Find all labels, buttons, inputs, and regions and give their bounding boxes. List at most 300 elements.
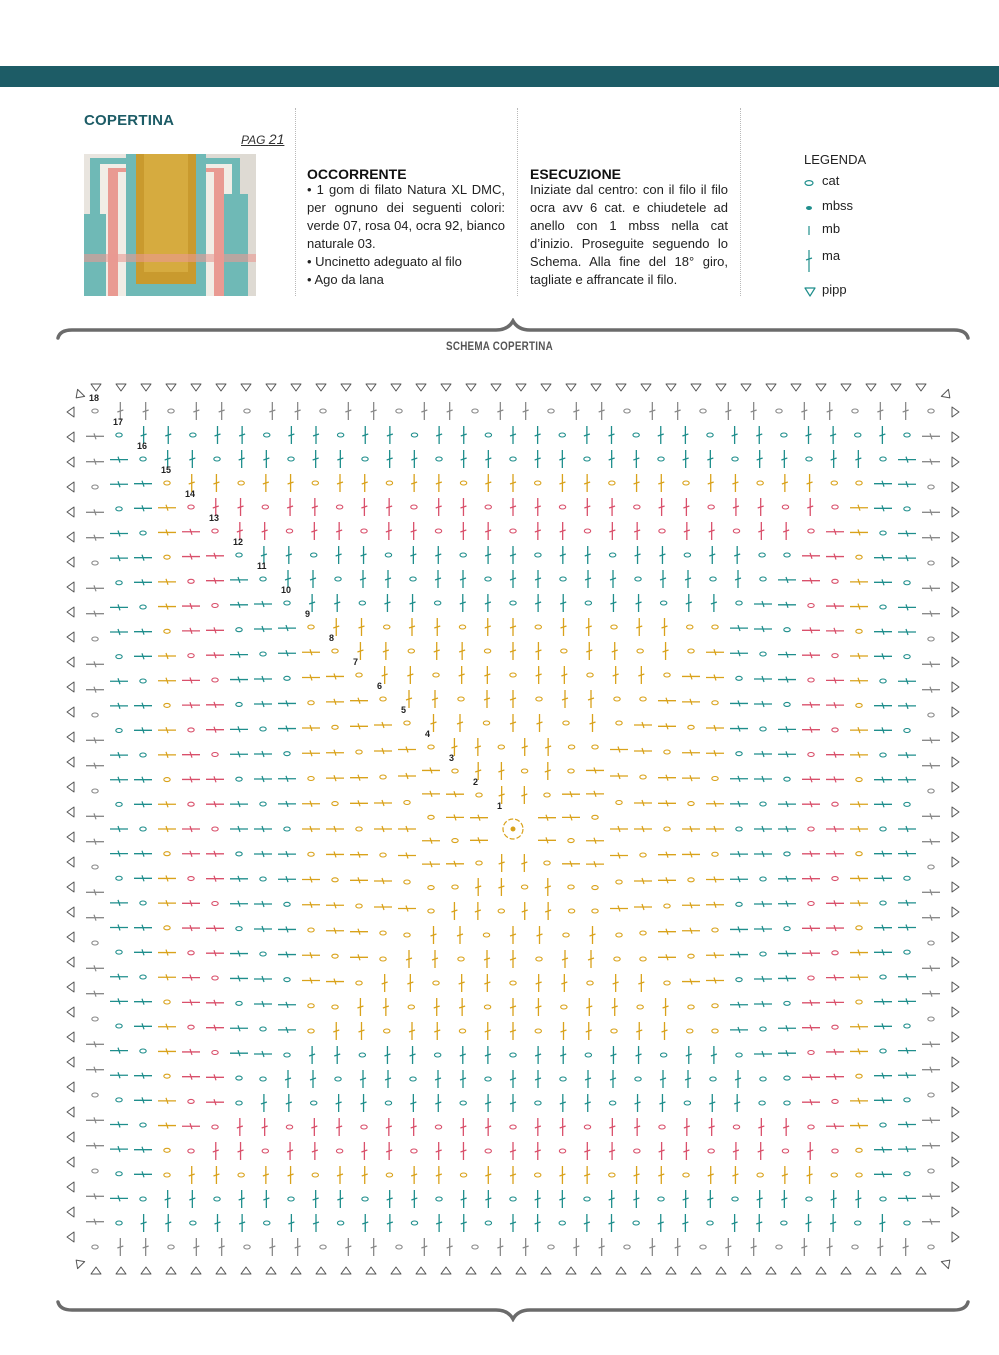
chain-stitch	[308, 1004, 314, 1008]
round-number-label: 4	[425, 729, 431, 739]
chain-stitch	[535, 481, 541, 485]
chain-stitch	[559, 433, 565, 437]
picot-stitch	[952, 1057, 959, 1067]
chain-stitch	[784, 702, 790, 706]
chain-stitch	[380, 931, 386, 935]
picot-stitch	[591, 384, 601, 391]
chain-stitch	[92, 713, 98, 717]
chain-stitch	[535, 625, 541, 629]
chain-stitch	[386, 481, 392, 485]
slip-stitch-dot	[511, 827, 516, 832]
chain-stitch	[616, 880, 622, 884]
chain-stitch	[284, 752, 290, 756]
picot-stitch	[841, 384, 851, 391]
chain-stitch	[384, 625, 390, 629]
chain-stitch	[435, 1125, 441, 1129]
chain-stitch	[214, 1197, 220, 1201]
chain-stitch	[92, 865, 98, 869]
chain-stitch	[852, 1245, 858, 1249]
chain-stitch	[592, 886, 598, 890]
chain-stitch	[544, 861, 550, 865]
chain-stitch	[362, 457, 368, 461]
page-label: PAG	[241, 133, 266, 147]
chain-stitch	[212, 1125, 218, 1129]
picot-stitch	[67, 1182, 74, 1192]
chain-stitch	[164, 1074, 170, 1078]
chain-stitch	[510, 601, 516, 605]
chain-stitch	[459, 1029, 465, 1033]
picot-stitch	[952, 982, 959, 992]
chain-stitch	[140, 1197, 146, 1201]
picot-stitch	[67, 557, 74, 567]
chain-stitch	[92, 485, 98, 489]
instructions-text: Iniziate dal centro: con il filo il filo ocra avv 6 cat. e chiudetele ad anello con 1 mbss nella cat d’inizio. Proseguite seguendo lo Schema. Alla fine del 18° giro, tagliate e affrancate il filo.	[530, 182, 728, 287]
chain-stitch	[472, 409, 478, 413]
chain-stitch	[904, 876, 910, 880]
chain-stitch	[928, 789, 934, 793]
chain-stitch	[736, 676, 742, 680]
chain-stitch	[260, 727, 266, 731]
chain-stitch	[335, 1077, 341, 1081]
chain-stitch	[140, 531, 146, 535]
chain-stitch	[856, 703, 862, 707]
chain-stitch	[168, 409, 174, 413]
round-number-label: 6	[377, 681, 383, 691]
chain-stitch	[880, 827, 886, 831]
picot-stitch	[73, 1257, 85, 1269]
chain-stitch	[880, 975, 886, 979]
chain-stitch	[164, 629, 170, 633]
chain-stitch	[535, 553, 541, 557]
round-number-label: 11	[257, 561, 267, 571]
picot-stitch	[952, 1032, 959, 1042]
chain-stitch	[856, 852, 862, 856]
round-number-label: 17	[113, 417, 124, 427]
chain-stitch	[288, 457, 294, 461]
picot-stitch	[67, 1057, 74, 1067]
chain-stitch	[411, 505, 417, 509]
chain-stitch	[485, 1077, 491, 1081]
chain-stitch	[856, 926, 862, 930]
chain-stitch	[732, 1197, 738, 1201]
chain-stitch	[212, 753, 218, 757]
chain-stitch	[332, 954, 338, 958]
chain-stitch	[561, 649, 567, 653]
chain-stitch	[616, 933, 622, 937]
chain-stitch	[498, 909, 504, 913]
chain-stitch	[640, 853, 646, 857]
chain-stitch	[611, 625, 617, 629]
chain-stitch	[616, 721, 622, 725]
picot-stitch	[516, 1267, 526, 1274]
chain-stitch	[404, 933, 410, 937]
chain-stitch	[116, 950, 122, 954]
picot-stitch	[952, 707, 959, 717]
chain-stitch	[308, 777, 314, 781]
chain-stitch	[782, 505, 788, 509]
chain-stitch	[356, 750, 362, 754]
chain-stitch	[880, 531, 886, 535]
picot-stitch	[952, 407, 959, 417]
chain-stitch	[832, 505, 838, 509]
chain-stitch	[521, 885, 527, 889]
chain-stitch	[856, 1173, 862, 1177]
chain-stitch	[238, 1173, 244, 1177]
chain-stitch	[380, 853, 386, 857]
chain-stitch	[460, 481, 466, 485]
picot-stitch	[666, 384, 676, 391]
picot-stitch	[67, 1232, 74, 1242]
chain-stitch	[260, 577, 266, 581]
chain-stitch	[428, 815, 434, 819]
chain-stitch	[609, 1173, 615, 1177]
chain-stitch	[760, 577, 766, 581]
chain-stitch	[435, 529, 441, 533]
picot-stitch	[491, 384, 501, 391]
chain-stitch	[616, 801, 622, 805]
chain-stitch	[880, 753, 886, 757]
picot-stitch	[67, 782, 74, 792]
chain-stitch	[904, 433, 910, 437]
chain-stitch	[510, 1125, 516, 1129]
chain-stitch	[510, 1053, 516, 1057]
picot-stitch	[141, 384, 151, 391]
chain-stitch	[408, 1005, 414, 1009]
chain-stitch	[736, 978, 742, 982]
chain-stitch	[757, 481, 763, 485]
chain-stitch	[856, 481, 862, 485]
chain-stitch	[687, 1029, 693, 1033]
chain-stitch	[386, 1173, 392, 1177]
picot-stitch	[67, 1107, 74, 1117]
chain-stitch	[609, 481, 615, 485]
chain-stitch	[140, 901, 146, 905]
chain-stitch	[568, 909, 574, 913]
chain-stitch	[585, 601, 591, 605]
chain-stitch	[286, 1125, 292, 1129]
chain-stitch	[736, 1053, 742, 1057]
chain-stitch	[284, 827, 290, 831]
picot-stitch	[241, 1267, 251, 1274]
chain-stitch	[436, 1197, 442, 1201]
picot-stitch	[952, 1182, 959, 1192]
picot-stitch	[266, 384, 276, 391]
chain-stitch	[559, 1149, 565, 1153]
picot-stitch	[952, 1107, 959, 1117]
schema-title: SCHEMA COPERTINA	[446, 339, 553, 353]
chain-stitch	[308, 701, 314, 705]
chain-stitch	[535, 1173, 541, 1177]
chain-stitch	[563, 933, 569, 937]
round-number-label: 15	[161, 465, 172, 475]
chain-stitch	[92, 1017, 98, 1021]
chain-stitch	[592, 815, 598, 819]
chain-stitch	[634, 1149, 640, 1153]
picot-stitch	[67, 1032, 74, 1042]
picot-stitch	[591, 1267, 601, 1274]
chain-stitch	[664, 827, 670, 831]
chain-stitch	[904, 655, 910, 659]
picot-stitch	[366, 1267, 376, 1274]
chain-stitch	[712, 928, 718, 932]
chain-stitch	[548, 1245, 554, 1249]
chain-stitch	[212, 1051, 218, 1055]
picot-stitch	[91, 1267, 101, 1274]
chain-stitch	[336, 1149, 342, 1153]
chain-stitch	[880, 901, 886, 905]
picot-stitch	[67, 682, 74, 692]
chain-stitch	[760, 952, 766, 956]
chain-stitch	[483, 721, 489, 725]
chain-stitch	[808, 753, 814, 757]
picot-stitch	[67, 657, 74, 667]
chain-stitch	[92, 789, 98, 793]
chain-stitch	[260, 877, 266, 881]
chain-stitch	[332, 725, 338, 729]
picot-stitch	[952, 1157, 959, 1167]
chain-stitch	[660, 1053, 666, 1057]
chain-stitch	[782, 1149, 788, 1153]
chain-stitch	[928, 1245, 934, 1249]
picot-stitch	[67, 507, 74, 517]
round-number-label: 5	[401, 705, 407, 715]
chain-stitch	[359, 1053, 365, 1057]
chain-stitch	[288, 1197, 294, 1201]
chain-stitch	[284, 978, 290, 982]
chain-stitch	[385, 1101, 391, 1105]
chain-stitch	[308, 928, 314, 932]
chain-stitch	[214, 457, 220, 461]
chain-stitch	[356, 673, 362, 677]
chain-stitch	[510, 1197, 516, 1201]
chain-stitch	[633, 433, 639, 437]
bottom-brace	[56, 1298, 970, 1322]
chain-stitch	[140, 457, 146, 461]
chain-stitch	[404, 721, 410, 725]
picot-stitch	[67, 482, 74, 492]
chain-stitch	[356, 827, 362, 831]
chain-stitch	[808, 1125, 814, 1129]
chain-oval-icon	[804, 173, 818, 191]
chain-stitch	[832, 1025, 838, 1029]
picot-stitch	[616, 384, 626, 391]
picot-stitch	[67, 807, 74, 817]
picot-stitch	[441, 1267, 451, 1274]
legend-label: mbss	[822, 198, 854, 213]
chain-stitch	[658, 457, 664, 461]
column-divider	[517, 108, 518, 296]
chain-stitch	[624, 1245, 630, 1249]
chain-stitch	[212, 902, 218, 906]
picot-stitch	[67, 532, 74, 542]
chain-stitch	[140, 1123, 146, 1127]
legend-label: cat	[822, 173, 840, 188]
chain-stitch	[362, 1197, 368, 1201]
chain-stitch	[928, 409, 934, 413]
chain-stitch	[776, 1245, 782, 1249]
chain-stitch	[710, 577, 716, 581]
picot-stitch	[141, 1267, 151, 1274]
chain-stitch	[544, 793, 550, 797]
chain-stitch	[760, 652, 766, 656]
chain-stitch	[710, 1077, 716, 1081]
chain-stitch	[784, 1001, 790, 1005]
chain-stitch	[236, 553, 242, 557]
picot-stitch	[952, 507, 959, 517]
chain-stitch	[561, 1005, 567, 1009]
chain-stitch	[244, 1245, 250, 1249]
chain-stitch	[188, 951, 194, 955]
chain-stitch	[584, 529, 590, 533]
chain-stitch	[212, 976, 218, 980]
chain-stitch	[708, 505, 714, 509]
chain-stitch	[640, 931, 646, 935]
chain-stitch	[732, 457, 738, 461]
instructions-title: ESECUZIONE	[530, 166, 622, 182]
picot-stitch	[541, 384, 551, 391]
picot-stitch	[316, 1267, 326, 1274]
chain-stitch	[904, 507, 910, 511]
chain-stitch	[760, 877, 766, 881]
picot-stitch	[67, 882, 74, 892]
column-divider	[740, 108, 741, 296]
column-divider	[295, 108, 296, 296]
chain-stitch	[707, 1221, 713, 1225]
picot-stitch	[67, 1207, 74, 1217]
chain-stitch	[410, 577, 416, 581]
chain-stitch	[332, 1005, 338, 1009]
chain-stitch	[188, 579, 194, 583]
round-number-label: 12	[233, 537, 244, 547]
chain-stitch	[260, 1027, 266, 1031]
chain-stitch	[584, 1125, 590, 1129]
chain-stitch	[635, 577, 641, 581]
chain-stitch	[776, 409, 782, 413]
chain-stitch	[312, 1173, 318, 1177]
chain-stitch	[483, 933, 489, 937]
chain-stitch	[904, 581, 910, 585]
picot-stitch	[67, 457, 74, 467]
chain-stitch	[624, 409, 630, 413]
chain-stitch	[236, 1101, 242, 1105]
chain-stitch	[164, 1148, 170, 1152]
chain-stitch	[688, 725, 694, 729]
chain-stitch	[784, 628, 790, 632]
chain-stitch	[904, 950, 910, 954]
chain-stitch	[260, 802, 266, 806]
picot-stitch	[952, 532, 959, 542]
chain-stitch	[536, 697, 542, 701]
picot-stitch	[91, 384, 101, 391]
chain-stitch	[784, 852, 790, 856]
chain-stitch	[688, 954, 694, 958]
picot-stitch	[816, 1267, 826, 1274]
chain-stitch	[92, 1093, 98, 1097]
chain-stitch	[244, 409, 250, 413]
materials-title: OCCORRENTE	[307, 166, 407, 182]
legend-label: pipp	[822, 282, 847, 297]
chain-stitch	[320, 409, 326, 413]
chain-stitch	[337, 433, 343, 437]
chain-stitch	[592, 745, 598, 749]
chain-stitch	[380, 697, 386, 701]
chain-stitch	[164, 852, 170, 856]
picot-stitch	[952, 1232, 959, 1242]
chain-stitch	[560, 1077, 566, 1081]
page-reference[interactable]	[241, 131, 284, 147]
chain-stitch	[832, 877, 838, 881]
picot-stitch	[891, 384, 901, 391]
chain-stitch	[116, 729, 122, 733]
chain-stitch	[708, 1149, 714, 1153]
chain-stitch	[808, 678, 814, 682]
chain-stitch	[928, 1017, 934, 1021]
chain-stitch	[660, 601, 666, 605]
chain-stitch	[781, 433, 787, 437]
picot-stitch	[67, 632, 74, 642]
picot-stitch	[116, 384, 126, 391]
chain-stitch	[559, 505, 565, 509]
chain-stitch	[411, 1149, 417, 1153]
picot-stitch	[952, 682, 959, 692]
chain-stitch	[609, 1101, 615, 1105]
chain-stitch	[510, 529, 516, 533]
chain-stitch	[116, 433, 122, 437]
picot-stitch	[741, 384, 751, 391]
picot-stitch	[67, 907, 74, 917]
chain-stitch	[806, 1197, 812, 1201]
chain-stitch	[460, 1101, 466, 1105]
chain-stitch	[633, 1221, 639, 1225]
chain-stitch	[116, 1098, 122, 1102]
chain-stitch	[904, 1221, 910, 1225]
chain-stitch	[332, 802, 338, 806]
picot-stitch	[766, 1267, 776, 1274]
chain-stitch	[808, 976, 814, 980]
chain-stitch	[587, 981, 593, 985]
picot-stitch	[952, 757, 959, 767]
chain-stitch	[832, 654, 838, 658]
picot-stitch	[67, 857, 74, 867]
chain-stitch	[188, 728, 194, 732]
chain-stitch	[614, 697, 620, 701]
picot-stitch	[952, 857, 959, 867]
chain-stitch	[452, 885, 458, 889]
chain-stitch	[458, 697, 464, 701]
chain-stitch	[760, 1027, 766, 1031]
chain-stitch	[640, 957, 646, 961]
chain-stitch	[311, 553, 317, 557]
chain-stitch	[92, 637, 98, 641]
chain-stitch	[928, 865, 934, 869]
chain-stitch	[140, 1049, 146, 1053]
chain-stitch	[712, 1004, 718, 1008]
chain-stitch	[856, 1074, 862, 1078]
picot-stitch	[566, 1267, 576, 1274]
slip-stitch-dot-icon	[804, 198, 818, 216]
chain-stitch	[757, 1173, 763, 1177]
chain-stitch	[808, 1051, 814, 1055]
chain-stitch	[904, 1172, 910, 1176]
picot-stitch	[952, 782, 959, 792]
picot-stitch	[166, 384, 176, 391]
picot-stitch	[341, 384, 351, 391]
chain-stitch	[664, 673, 670, 677]
picot-stitch	[466, 384, 476, 391]
chain-stitch	[855, 1221, 861, 1225]
chain-stitch	[411, 433, 417, 437]
legend-title: LEGENDA	[804, 152, 867, 167]
